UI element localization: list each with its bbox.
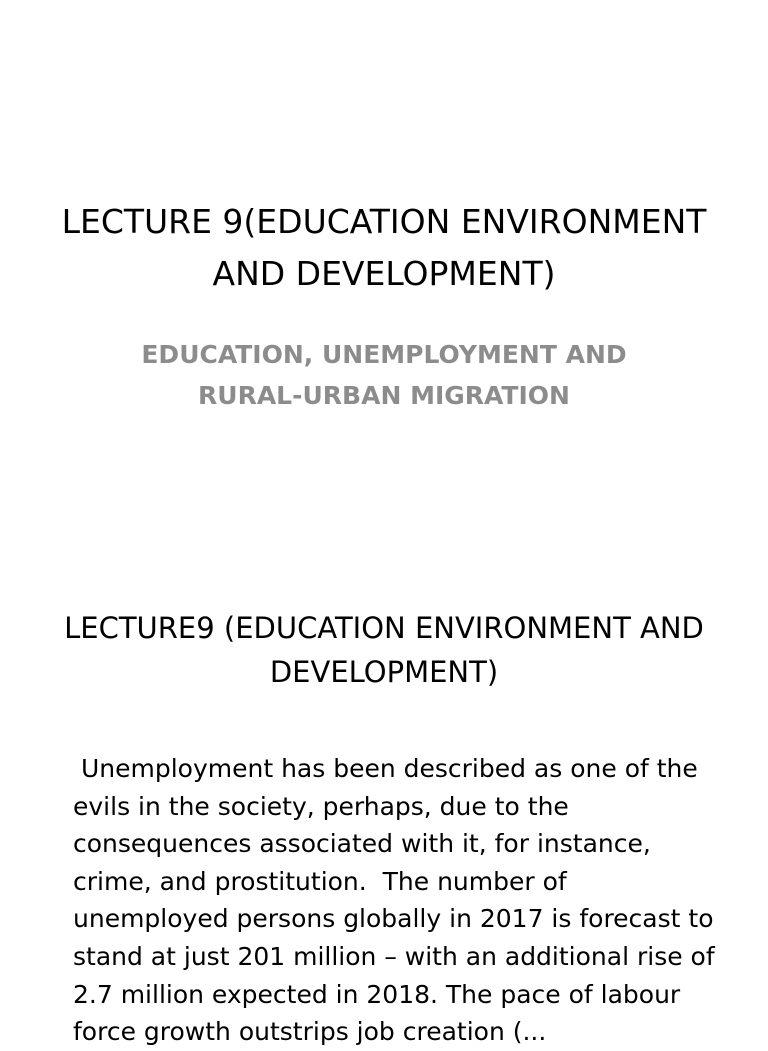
slide-1-title: LECTURE 9(EDUCATION ENVIRONMENT AND DEVELOPMENT) bbox=[61, 202, 707, 293]
slide-1-subtitle: EDUCATION, UNEMPLOYMENT AND RURAL-URBAN MIGRATION bbox=[141, 340, 627, 410]
slide-2-body-text: Unemployment has been described as one of the evils in the society, perhaps, due to the consequences associated with it, for instance, crime, and prostitution. The number of unemployed persons globally in 2017 is forecast to stand at just 201 million – with an additional rise of 2.7 million expected in 2018. The pace of labour force growth outstrips job creation (... bbox=[73, 754, 723, 1047]
slide-2-title: LECTURE9 (EDUCATION ENVIRONMENT AND DEVELOPMENT) bbox=[64, 611, 704, 689]
slide-2 bbox=[0, 576, 768, 1047]
